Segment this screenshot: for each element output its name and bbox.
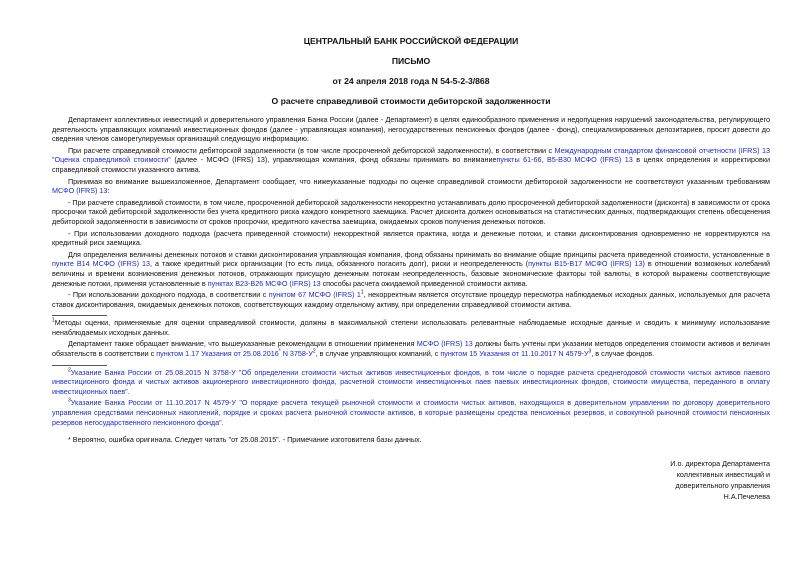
link-b14[interactable]: пункте B14 МСФО (IFRS) 13 xyxy=(52,259,151,269)
link-fn-4579[interactable]: Указание Банка России от 11.10.2017 N 4579-У "О порядке расчета текущей рыночной стоимости и стоимости чистых активов, находящихся в доверительном управлении по договору доверительного управления средствами пенсионных накоплений, порядке и сроках расчета рыночной стоимости активов, в которые размещены средства пенсионных резервов, и совокупной рыночной стоимости пенсионных резервов негосударственного пенсионного фонда". xyxy=(52,398,770,427)
signature-line-1: И.о. директора Департамента xyxy=(670,459,770,468)
link-b23-b26[interactable]: пунктах B23-B26 МСФО (IFRS) 13 xyxy=(207,278,321,288)
paragraph-intro: Департамент коллективных инвестиций и доверительного управления Банка России (далее - Департамент) в целях единообразного применения и недопущения нарушений законодательства, регулирующего деятельность управляющих компаний инвестиционных фондов (далее - управляющая компания), негосударственных пенсионных фондов (далее - фонд), специализированных депозитариев, просит довести до сведения членов саморегулируемых организаций следующую информацию. xyxy=(52,115,770,144)
link-ifrs13-rec[interactable]: МСФО (IFRS) 13 xyxy=(416,339,473,349)
footnote-2: $^2$Указание Банка России от 25.08.2015 N 3758-У "Об определении стоимости чистых активов инвестиционных фондов, в том числе о порядке расчета среднегодовой стоимости чистых активов паевого инвестиционного фонда и чистых активов акционерного инвестиционного фонда, расчетной стоимости инвестиционных паев паевых инвестиционных фондов, стоимости имущества, переданного в оплату инвестиционных паев". xyxy=(52,367,770,396)
document-type: ПИСЬМО xyxy=(391,56,431,66)
link-point-1-17[interactable]: пунктом 1.17 Указания от 25.08.2016 xyxy=(156,349,279,359)
signature-line-3: доверительного управления xyxy=(675,481,770,490)
document-body xyxy=(52,115,770,447)
document-date-number: от 24 апреля 2018 года N 54-5-2-3/868 xyxy=(332,76,490,86)
paragraph-discount: - При расчете справедливой стоимости, в том числе, просроченной дебиторской задолженности некорректно устанавливать долю просроченной дебиторской задолженности (дисконта) в зависимости от срока просрочки такой дебиторской задолженности без учета кредитного риска каждого конкретного заемщика. Расчет дисконта должен основываться на статистических данных, подтверждающих степень обесценения дебиторской задолженности в зависимости от сроков просрочки, кредитного качества заемщика, ожидаемых сроков получения денежных потоков. xyxy=(52,197,770,226)
issuer-title: ЦЕНТРАЛЬНЫЙ БАНК РОССИЙСКОЙ ФЕДЕРАЦИИ xyxy=(303,36,519,46)
link-ifrs13-short[interactable]: МСФО (IFRS) 13 xyxy=(52,186,108,196)
link-fn-3758[interactable]: Указание Банка России от 25.08.2015 N 3758-У "Об определении стоимости чистых активов инвестиционных фондов, в том числе о порядке расчета среднегодовой стоимости чистых активов паевого инвестиционного фонда и чистых активов акционерного инвестиционного фонда, расчетной стоимости инвестиционных паев паевых инвестиционных фондов, стоимости имущества, переданного в оплату инвестиционных паев". xyxy=(52,367,770,396)
link-3758[interactable]: N 3758-У xyxy=(280,349,313,359)
footnote-1: $^1$Методы оценки, применяемые для оценки справедливой стоимости, должны в максимальной степени использовать релевантные наблюдаемые исходные данные и сводить к минимуму использование ненаблюдаемых исходных данных. xyxy=(52,317,770,337)
signature-name: Н.А.Печелева xyxy=(723,492,770,501)
paragraph-ifrs: При расчете справедливой стоимости дебиторской задолженности (в том числе просроченной дебиторской задолженности), в соответствии с Международным стандартом финансовой отчетности (IFRS) 13 "Оценка справедливой стоимости" (далее - МСФО (IFRS) 13), управляющая компания, фонд обязаны принимать во вниманиепункты 61-66, B5-B30 МСФО (IFRS) 13 в целях определения и корректировки справедливой стоимости указанного актива. xyxy=(52,145,771,174)
link-point-15[interactable]: пунктом 15 Указания от 11.10.2017 N 4579-У xyxy=(440,349,589,359)
link-ifrs13[interactable]: Международным стандартом финансовой отчетности (IFRS) 13 "Оценка справедливой стоимости" xyxy=(52,145,771,165)
document-subject: О расчете справедливой стоимости дебиторской задолженности xyxy=(271,96,551,106)
link-b15-b17[interactable]: пункты B15-B17 МСФО (IFRS) 13 xyxy=(528,259,643,269)
paragraph-approaches: Принимая во внимание вышеизложенное, Департамент сообщает, что нижеуказанные подходы по оценке справедливой стоимости дебиторской задолженности не соответствуют указанным требованиям МСФО (IFRS) 13: xyxy=(52,176,770,196)
link-point-67[interactable]: пунктом 67 МСФО (IFRS) 1 xyxy=(268,290,361,300)
link-ifrs13-points[interactable]: пункты 61-66, B5-B30 МСФО (IFRS) 13 xyxy=(496,155,633,165)
paragraph-review: - При использовании доходного подхода, в соответствии с пунктом 67 МСФО (IFRS) $1^1$, некорректным является отсутствие процедур пересмотра наблюдаемых исходных данных, используемых для расчета ставок дисконтирования, ожидаемых денежных потоков, соответствующих каждому отдельному активу, при определении справедливой стоимости актива. xyxy=(52,289,770,309)
signature-block xyxy=(610,458,770,502)
editor-note: * Вероятно, ошибка оригинала. Следует читать "от 25.08.2015". - Примечание изготовителя базы данных. xyxy=(68,435,422,445)
footnote-separator xyxy=(52,315,107,316)
paragraph-cash-flows: Для определения величины денежных потоков и ставки дисконтирования управляющая компания, фонд обязаны принимать во внимание общие принципы расчета приведенной стоимости, установленные в пункте B14 МСФО (IFRS) 13, а также кредитный риск организации (то есть лица, обязанного погасить долг), риски и неопределенность (пункты B15-B17 МСФО (IFRS) 13) в отношении возможных колебаний величины и времени возникновения денежных потоков, отражающих присущую денежным потокам неопределенность, базовые экономические факторы той валюты, в которой выражены соответствующие денежные потоки, применяя установленные в пунктах B23-B26 МСФО (IFRS) 13 способы расчета ожидаемой приведенной стоимости актива. xyxy=(52,249,771,288)
footnote-separator-2 xyxy=(52,365,107,366)
signature-line-2: коллективных инвестиций и xyxy=(676,470,770,479)
paragraph-income-approach: - При использовании доходного подхода (расчета приведенной стоимости) некорректной является практика, когда и денежные потоки, и ставки дисконтирования одновременно не корректируются на кредитный риск заемщика. xyxy=(52,228,770,248)
footnote-3: $^3$Указание Банка России от 11.10.2017 N 4579-У "О порядке расчета текущей рыночной стоимости и стоимости чистых активов, находящихся в доверительном управлении по договору доверительного управления средствами пенсионных накоплений, порядке и сроках расчета рыночной стоимости активов, в которые размещены средства пенсионных резервов, и совокупной рыночной стоимости пенсионных резервов негосударственного пенсионного фонда". xyxy=(52,398,770,427)
paragraph-recommendations: Департамент также обращает внимание, что вышеуказанные рекомендации в отношении применения МСФО (IFRS) 13 должны быть учтены при указании методов определения стоимости активов и величин обязательств в соответствии с пунктом 1.17 Указания от 25.08.2016* N $3758-У^2$, в случае управляющих компаний, с пунктом 15 Указания от 11.10.2017 N $4579-У^3$, в случае фондов. xyxy=(52,339,770,359)
